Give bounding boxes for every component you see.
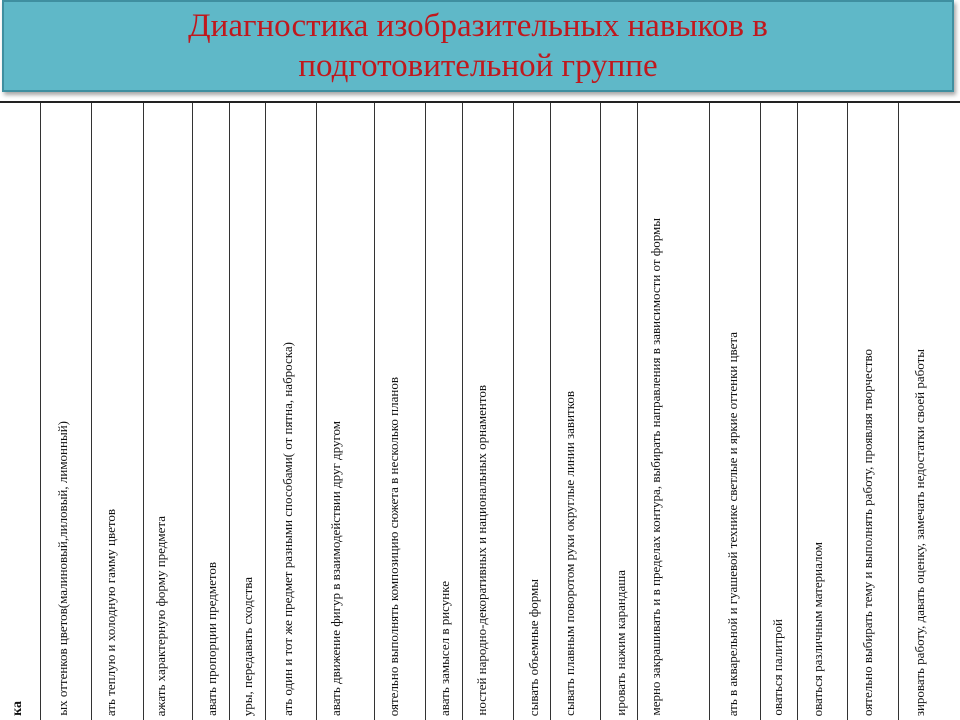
column-header: уры, передавать сходства — [240, 576, 255, 716]
column-divider — [847, 103, 848, 720]
column-header: оваться различным материалом — [810, 541, 825, 716]
column-header: ностей народно-декоративных и национальных орнаментов — [474, 385, 489, 716]
column-divider — [374, 103, 375, 720]
column-divider — [40, 103, 41, 720]
column-header: ажать характерную форму предмета — [153, 515, 168, 716]
column-header: ать в акварельной и гуашевой технике светлые и яркие оттенки цвета — [725, 331, 740, 716]
column-divider — [797, 103, 798, 720]
column-divider — [513, 103, 514, 720]
column-header: мерно закрашивать и в пределах контура, выбирать направления в зависимости от формы — [648, 218, 663, 716]
column-header: авать движение фигур в взаимодействии друг другом — [328, 420, 343, 716]
column-header: оятельно выполнять композицию сюжета в несколько планов — [386, 376, 401, 716]
column-header: ировать нажим карандаша — [613, 570, 628, 716]
column-header: ать теплую и холодную гамму цветов — [103, 508, 118, 716]
column-header: ать один и тот же предмет разными способами( от пятна, наброска) — [280, 342, 295, 716]
column-header: авать замысел в рисунке — [437, 581, 452, 716]
diagnostics-table — [0, 101, 960, 720]
column-divider — [600, 103, 601, 720]
column-divider — [898, 103, 899, 720]
column-divider — [760, 103, 761, 720]
column-divider — [91, 103, 92, 720]
column-divider — [637, 103, 638, 720]
column-divider — [462, 103, 463, 720]
title-banner — [2, 0, 954, 92]
column-header: оваться палитрой — [770, 619, 785, 716]
column-header: авать пропорции предметов — [204, 562, 219, 716]
column-header: оятельно выбирать тему и выполнять работу, проявляя творчество — [860, 349, 875, 716]
column-divider — [192, 103, 193, 720]
column-header: зировать работу, давать оценку, замечать недостатки своей работы — [912, 348, 927, 716]
column-header: ка — [10, 701, 25, 716]
column-header: сывать плавным поворотом руки округлые линии завитков — [562, 391, 577, 716]
column-header: сывать объемные формы — [526, 578, 541, 716]
column-divider — [143, 103, 144, 720]
column-divider — [316, 103, 317, 720]
column-header: ых оттенков цветов(малиновый,лиловый, лимонный) — [55, 421, 70, 716]
column-divider — [265, 103, 266, 720]
column-divider — [229, 103, 230, 720]
column-divider — [550, 103, 551, 720]
page-title: Диагностика изобразительных навыков в подготовительной группе — [188, 8, 768, 84]
column-divider — [425, 103, 426, 720]
column-divider — [709, 103, 710, 720]
